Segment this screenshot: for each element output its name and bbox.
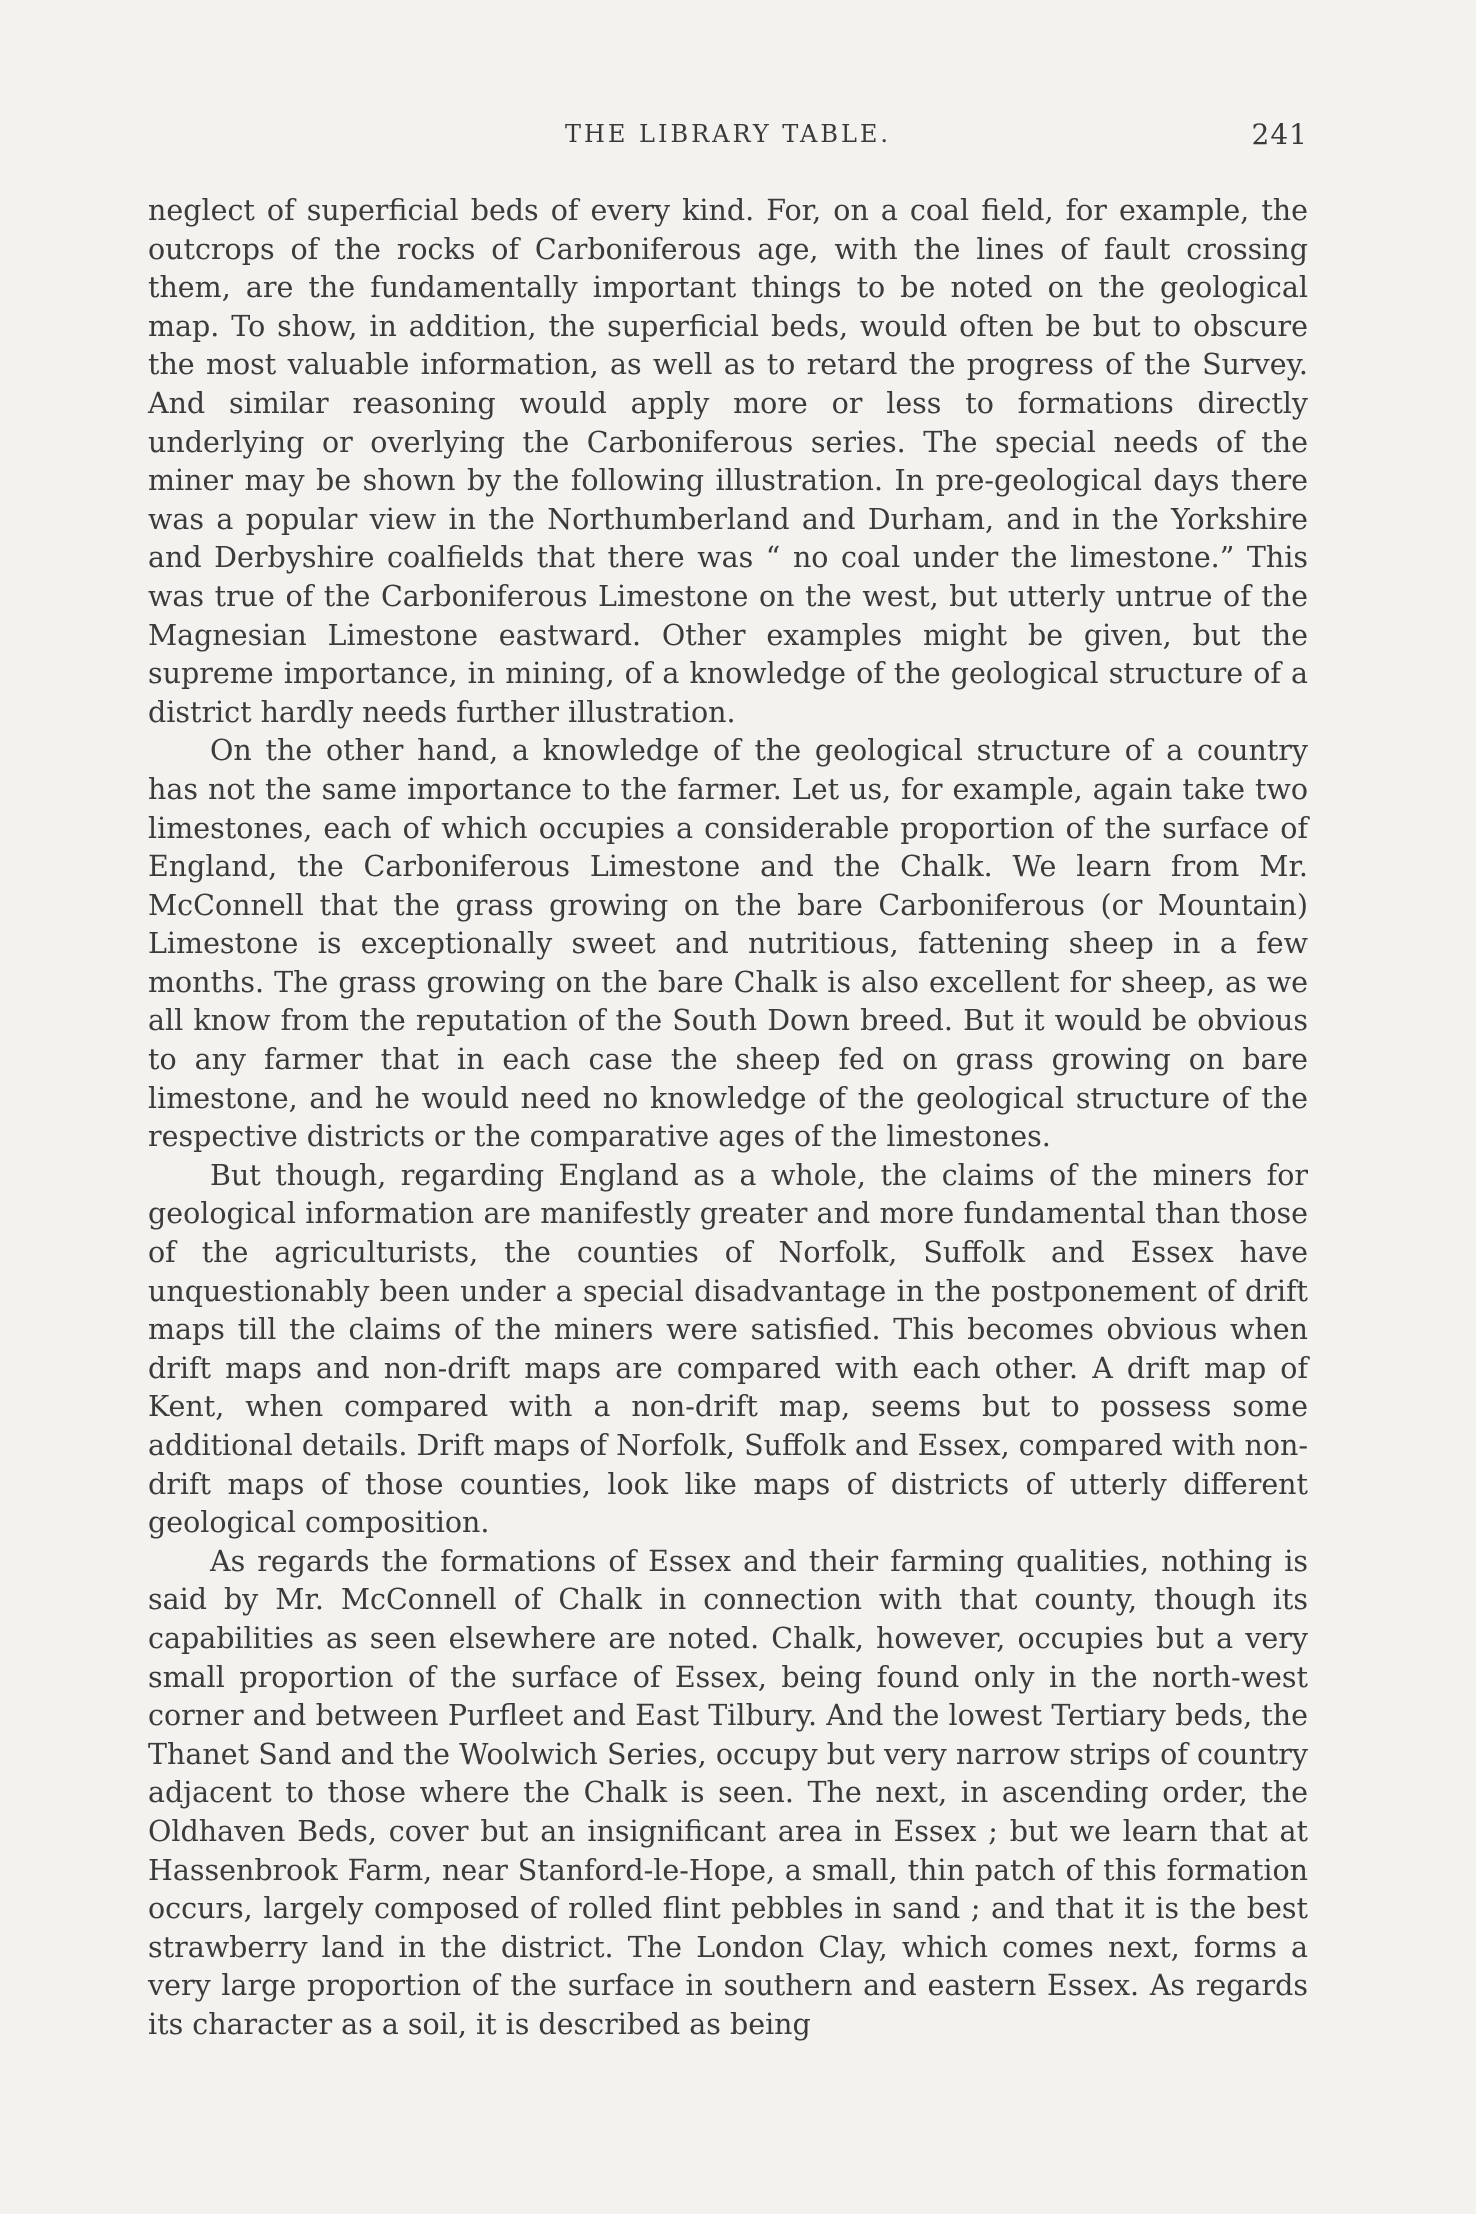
paragraph-1: neglect of superficial beds of every kind. For, on a coal field, for example, the outcrops of the rocks of Carboniferous age, with the lines of fault crossing them, are the fundamentally important things to be noted on the geological map. To show, in addition, the superficial beds, would often be but to obscure the most valuable information, as well as to retard the progress of the Survey. And similar reasoning would apply more or less to formations directly underlying or overlying the Carboniferous series. The special needs of the miner may be shown by the following illustration. In pre-geological days there was a popular view in the Northumberland and Durham, and in the Yorkshire and Derbyshire coalfields that there was “ no coal under the limestone.” This was true of the Carboniferous Limestone on the west, but utterly untrue of the Magnesian Limestone eastward. Other examples might be given, but the supreme importance, in mining, of a knowledge of the geological structure of a district hardly needs further illustration.	[148, 194, 1308, 729]
running-title: THE LIBRARY TABLE.	[564, 120, 892, 148]
paragraph-4: As regards the formations of Essex and their farming qualities, nothing is said by Mr. McConnell of Chalk in connection with that county, though its capabilities as seen elsewhere are noted. Chalk, however, occupies but a very small proportion of the surface of Essex, being found only in the north-west corner and between Purfleet and East Tilbury. And the lowest Tertiary beds, the Thanet Sand and the Woolwich Series, occupy but very narrow strips of country adjacent to those where the Chalk is seen. The next, in ascending order, the Oldhaven Beds, cover but an insignificant area in Essex ; but we learn that at Hassenbrook Farm, near Stanford-le-Hope, a small, thin patch of this formation occurs, largely composed of rolled flint pebbles in sand ; and that it is the best strawberry land in the district. The London Clay, which comes next, forms a very large proportion of the surface in southern and eastern Essex. As regards its character as a soil, it is described as being	[148, 1544, 1308, 2041]
page-number: 241	[1251, 118, 1308, 151]
paragraph-3: But though, regarding England as a whole, the claims of the miners for geological information are manifestly greater and more fundamental than those of the agriculturists, the counties of Norfolk, Suffolk and Essex have unquestionably been under a special disadvantage in the postponement of drift maps till the claims of the miners were satisfied. This becomes obvious when drift maps and non-drift maps are compared with each other. A drift map of Kent, when compared with a non-drift map, seems but to possess some additional details. Drift maps of Norfolk, Suffolk and Essex, compared with non-drift maps of those counties, look like maps of districts of utterly different geological composition.	[148, 1158, 1308, 1540]
paragraph-2: On the other hand, a knowledge of the geological structure of a country has not the same importance to the farmer. Let us, for example, again take two limestones, each of which occupies a considerable proportion of the surface of England, the Carboniferous Limestone and the Chalk. We learn from Mr. McConnell that the grass growing on the bare Carboniferous (or Mountain) Limestone is exceptionally sweet and nutritious, fattening sheep in a few months. The grass growing on the bare Chalk is also excellent for sheep, as we all know from the reputation of the South Down breed. But it would be obvious to any farmer that in each case the sheep fed on grass growing on bare limestone, and he would need no knowledge of the geological structure of the respective districts or the comparative ages of the limestones.	[148, 734, 1308, 1154]
book-page	[148, 118, 1308, 2045]
running-head	[148, 118, 1308, 158]
